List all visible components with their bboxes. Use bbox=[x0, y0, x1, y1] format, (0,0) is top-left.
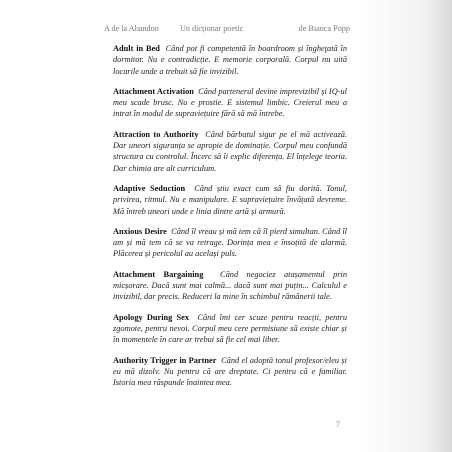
header-author: de Bianca Popp bbox=[298, 24, 350, 33]
header-book-title: Un dicționar poetic bbox=[180, 24, 244, 33]
entry-definition: Când bărbatul sigur pe el mă activează. Dar uneori siguranța se apropie de dominație. Corpul meu confundă structura cu controlul. Încerc să îi explic diferența. El înțelege teoria. Dar chimia are alt curriculum. bbox=[113, 129, 348, 173]
dictionary-entry bbox=[113, 183, 347, 217]
entry-definition: Când îmi cer scuze pentru reacții, pentru zgomote, pentru nevoi. Corpul meu cere permisiune să existe chiar și în momentele în care ar trebui să fie cel mai liber. bbox=[113, 312, 347, 345]
entry-term: Attachment Bargaining bbox=[113, 269, 204, 279]
entry-definition: Când pot fi competentă în boardroom și îngheţată în dormitor. Nu e contradicție. E memorie corporală. Corpul nu uită locurile unde a trebuit să fie invizibil. bbox=[113, 44, 347, 76]
running-header bbox=[104, 24, 350, 36]
entry-definition: Când știu exact cum să fiu dorită. Tonul, privirea, ritmul. Nu e manipulare. E supraviețuire învățată devreme. Mă întreb uneori unde e linia dintre artă și armură. bbox=[113, 183, 347, 216]
entry-term: Authority Trigger in Partner bbox=[113, 355, 217, 365]
entry-definition: Când partenerul devine imprevizibil și IQ-ul meu scade brusc. Nu e prostie. E sistemul limbic. Creierul meu a intrat în modul de supraviețuire fără să mă întrebe. bbox=[113, 86, 347, 119]
entry-definition: Când negociez atașamentul prin micșorare. Dacă sunt mai calmă... dacă sunt mai puțin... Calculul e invizibil, dar precis. Reduceri la mine în schimbul rămânerii tale. bbox=[113, 269, 347, 302]
entry-term: Adult in Bed bbox=[113, 44, 160, 53]
dictionary-entry bbox=[113, 86, 347, 120]
dictionary-entry bbox=[113, 312, 347, 346]
dictionary-entries bbox=[113, 43, 347, 397]
header-section-title: A de la Abandon bbox=[104, 24, 159, 33]
dictionary-entry bbox=[113, 355, 347, 389]
entry-definition: Când el adoptă tonul profesor/eleu și eu mă dizolv. Nu pentru că are dreptate. Ci pentru că e familiar. Istoria mea răspunde înaintea mea. bbox=[113, 355, 347, 388]
page-gutter-shadow bbox=[356, 0, 452, 452]
entry-term: Anxious Desire bbox=[113, 226, 167, 236]
dictionary-entry bbox=[113, 43, 347, 77]
dictionary-entry bbox=[113, 269, 347, 303]
dictionary-entry bbox=[113, 129, 347, 174]
dictionary-entry bbox=[113, 226, 347, 260]
entry-term: Apology During Sex bbox=[113, 312, 190, 322]
page-number: 7 bbox=[335, 419, 340, 429]
entry-term: Adaptive Seduction bbox=[113, 183, 186, 193]
entry-term: Attraction to Authority bbox=[113, 129, 199, 139]
entry-term: Attachment Activation bbox=[113, 86, 194, 96]
entry-definition: Când îl vreau și mă tem că îl pierd simultan. Când îl am și mă tem că se va retrage. Dorința mea e însoțită de alarmă. Plăcerea și pericolul au același puls. bbox=[113, 226, 347, 259]
